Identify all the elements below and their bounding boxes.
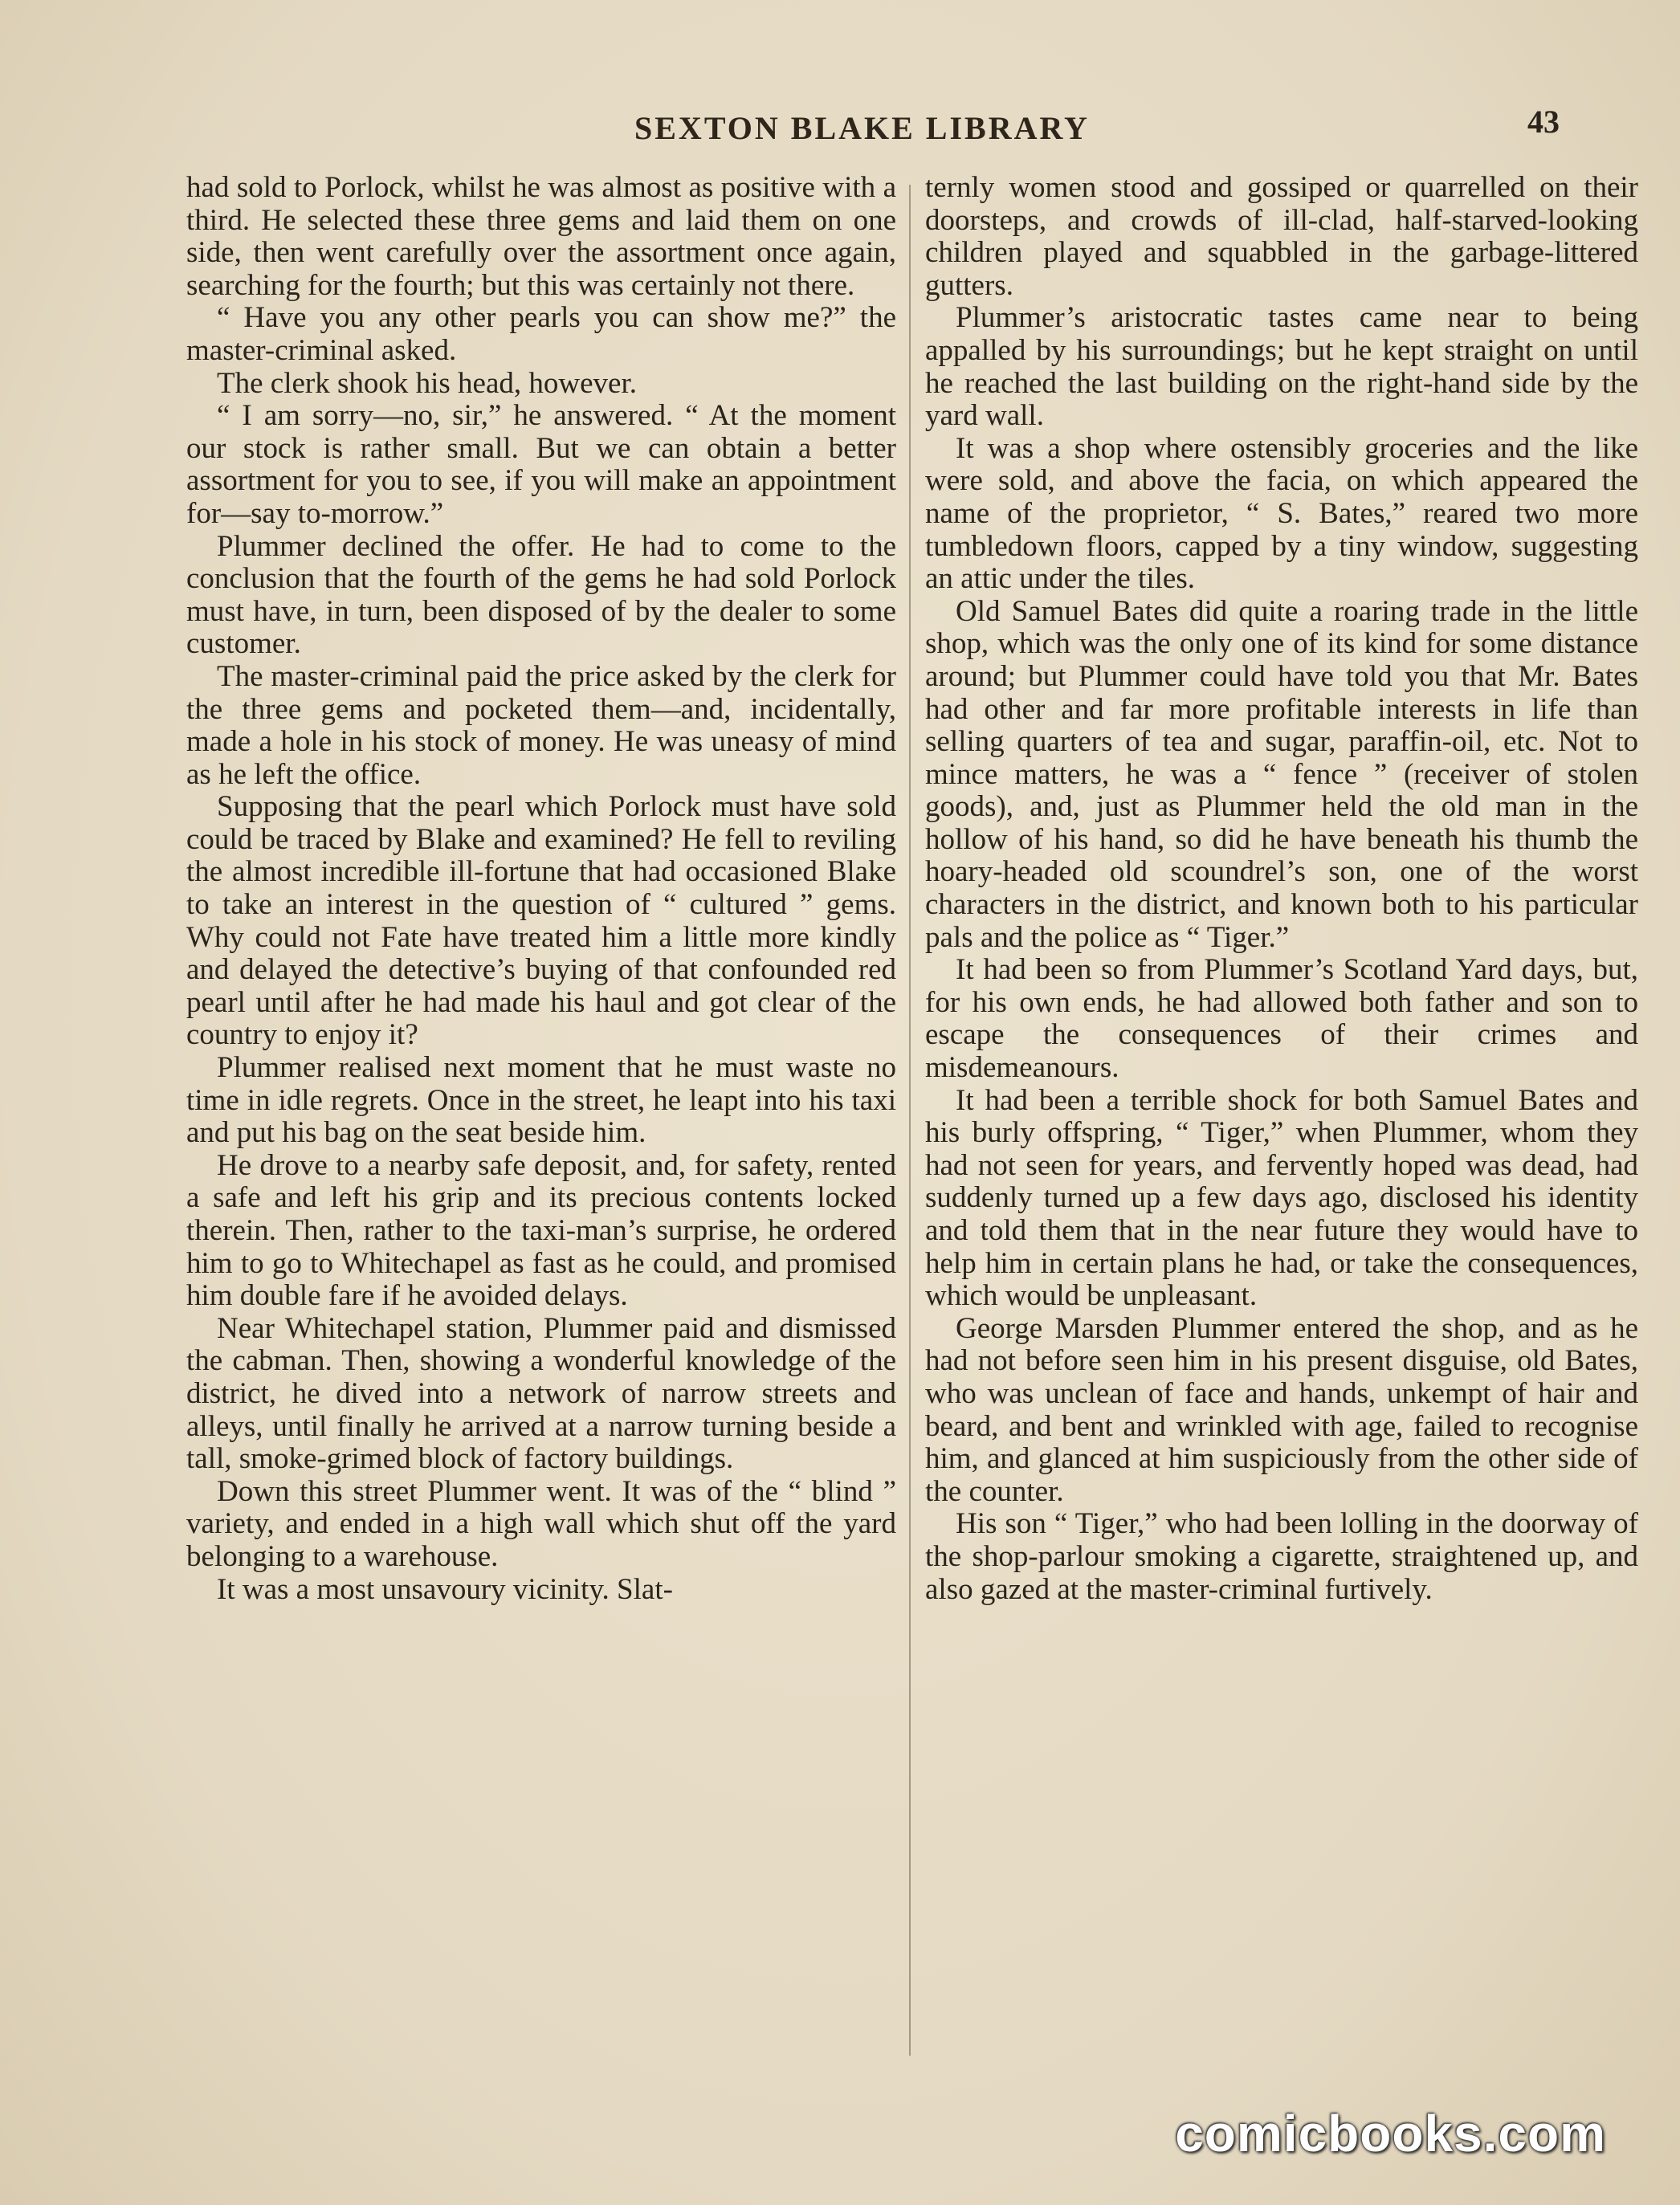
paragraph: The master-criminal paid the price asked by the clerk for the three gems and pocketed them—and, incidentally, made a hole in his stock of money. He was uneasy of mind as he left the office. bbox=[186, 659, 896, 791]
right-text-column bbox=[925, 172, 1638, 1606]
paragraph: had sold to Porlock, whilst he was almost as positive with a third. He selected these three gems and laid them on one side, then went carefully over the assortment once again, searching for the fourth; but this was certainly not there. bbox=[186, 171, 896, 302]
paragraph: He drove to a nearby safe deposit, and, for safety, rented a safe and left his grip and its precious contents locked therein. Then, rather to the taxi-man’s surprise, he ordered him to go to Whitechapel as fast as he could, and promised him double fare if he avoided delays. bbox=[186, 1148, 896, 1313]
paragraph: George Marsden Plummer entered the shop, and as he had not before seen him in his present disguise, old Bates, who was unclean of face and hands, unkempt of hair and beard, and bent and wrinkled with age, failed to recognise him, and glanced at him suspiciously from the other side of the counter. bbox=[925, 1311, 1638, 1508]
paragraph: ternly women stood and gossiped or quarrelled on their doorsteps, and crowds of ill-clad, half-starved-looking children played and squabbled in the garbage-littered gutters. bbox=[925, 171, 1638, 302]
paragraph: His son “ Tiger,” who had been lolling in the doorway of the shop-parlour smoking a cigarette, straightened up, and also gazed at the master-criminal furtively. bbox=[925, 1507, 1638, 1606]
running-header bbox=[185, 103, 1616, 151]
paragraph: Plummer realised next moment that he must waste no time in idle regrets. Once in the street, he leapt into his taxi and put his bag on the seat beside him. bbox=[186, 1051, 896, 1150]
paragraph: It had been a terrible shock for both Samuel Bates and his burly offspring, “ Tiger,” when Plummer, whom they had not seen for years, and fervently hoped was dead, had suddenly turned up a few days ago, disclosed his identity and told them that in the near future they would have to help him in certain plans he had, or take the consequences, which would be unpleasant. bbox=[925, 1083, 1638, 1313]
paragraph: “ I am sorry—no, sir,” he answered. “ At the moment our stock is rather small. But we can obtain a better assortment for you to see, if you will make an appointment for—say to-morrow.” bbox=[186, 399, 896, 530]
paragraph: The clerk shook his head, however. bbox=[217, 366, 637, 400]
paragraph: It had been so from Plummer’s Scotland Yard days, but, for his own ends, he had allowed both father and son to escape the consequences of their crimes and misdemeanours. bbox=[925, 953, 1638, 1085]
paragraph: Supposing that the pearl which Porlock must have sold could be traced by Blake and examined? He fell to reviling the almost incredible ill-fortune that had occasioned Blake to take an interest in the question of “ cultured ” gems. Why could not Fate have treated him a little more kindly and delayed the detective’s buying of that confounded red pearl until after he had made his haul and got clear of the country to enjoy it? bbox=[186, 790, 896, 1052]
paragraph: Plummer’s aristocratic tastes came near to being appalled by his surroundings; but he kept straight on until he reached the last building on the right-hand side by the yard wall. bbox=[925, 301, 1638, 433]
paragraph: It was a shop where ostensibly groceries and the like were sold, and above the facia, on which appeared the name of the proprietor, “ S. Bates,” reared two more tumbledown floors, capped by a tiny window, suggesting an attic under the tiles. bbox=[925, 431, 1638, 596]
paragraph: It was a most unsavoury vicinity. Slat- bbox=[217, 1572, 673, 1606]
paragraph: Old Samuel Bates did quite a roaring trade in the little shop, which was the only one of its kind for some distance around; but Plummer could have told you that Mr. Bates had other and far more profitable interests in life than selling quarters of tea and sugar, paraffin-oil, etc. Not to mince matters, he was a “ fence ” (receiver of stolen goods), and, just as Plummer held the old man in the hollow of his hand, so did he have beneath his thumb the hoary-headed old scoundrel’s son, one of the worst characters in the district, and known both to his particular pals and the police as “ Tiger.” bbox=[925, 594, 1638, 954]
column-divider bbox=[909, 185, 911, 2056]
watermark-logo: comicbooks.com bbox=[1175, 2105, 1606, 2162]
left-text-column bbox=[186, 172, 896, 1606]
page-header-title: SEXTON BLAKE LIBRARY bbox=[634, 110, 1090, 146]
paragraph: Down this street Plummer went. It was of the “ blind ” variety, and ended in a high wall which shut off the yard belonging to a warehouse. bbox=[186, 1474, 896, 1573]
paragraph: “ Have you any other pearls you can show me?” the master-criminal asked. bbox=[186, 301, 896, 367]
page-number: 43 bbox=[1527, 104, 1560, 140]
paragraph: Near Whitechapel station, Plummer paid and dismissed the cabman. Then, showing a wonderful knowledge of the district, he dived into a network of narrow streets and alleys, until finally he arrived at a narrow turning beside a tall, smoke-grimed block of factory buildings. bbox=[186, 1311, 896, 1476]
paragraph: Plummer declined the offer. He had to come to the conclusion that the fourth of the gems he had sold Porlock must have, in turn, been disposed of by the dealer to some customer. bbox=[186, 529, 896, 661]
